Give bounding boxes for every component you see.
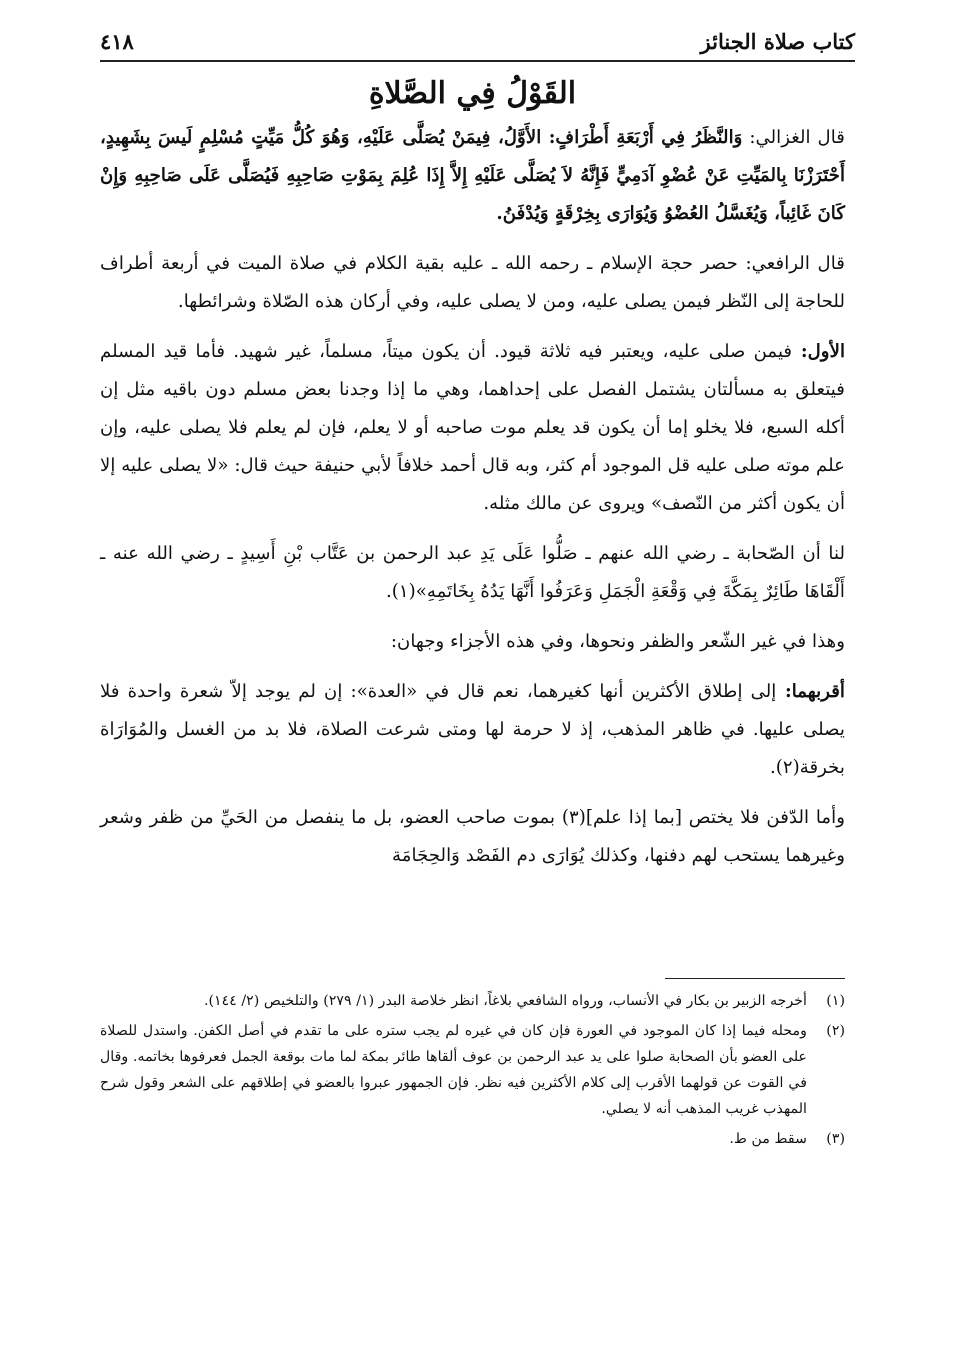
paragraph-companions: لنا أن الصّحابة ـ رضي الله عنهم ـ صَلُّوا عَلَى يَدِ عبد الرحمن بن عَتَّاب بْنِ أَسِيدٍ ـ رضي الله عنه ـ أَلْقَاهَا طَائِرٌ بِمَكَّةَ فِي وَقْعَةِ الْجَمَلِ وَعَرَفُوا أَنَّهَا يَدُهُ بِخَاتَمِهِ»(١).	[100, 543, 845, 602]
paragraph-lead: الأول:	[792, 341, 846, 362]
footnotes	[100, 988, 845, 1156]
paragraph-burial: وأما الدّفن فلا يختص [بما إذا علم](٣) بموت صاحب العضو، بل ما ينفصل من الحَيِّ من ظفر وشعر وغيرهما يستحب لهم دفنها، وكذلك يُوَارَى دم الفَصْد وَالحِجَامَة	[100, 807, 845, 866]
footnote-text: أخرجه الزبير بن بكار في الأنساب، ورواه الشافعي بلاغاً، انظر خلاصة البدر (١/ ٢٧٩) والتلخيص (٢/ ١٤٤).	[203, 993, 807, 1009]
paragraph-rafii: قال الرافعي: حصر حجة الإسلام ـ رحمه الله ـ عليه بقية الكلام في صلاة الميت في أربعة أطراف للحاجة إلى النّظر فيمن يصلى عليه، ومن لا يصلى عليه، وفي أركان هذه الصّلاة وشرائطها.	[100, 253, 845, 312]
paragraph-text: فيمن صلى عليه، ويعتبر فيه ثلاثة قيود. أن يكون ميتاً، مسلماً، غير شهيد. فأما قيد المسلم فيتعلق به مسألتان يشتمل الفصل على إحداهما، وهي ما إذا وجدنا بعض مسلم دون باقيه مثل إن أكله السبع، فلا يخلو إما أن يكون قد يعلم موت صاحبه أو لا يعلم، فإن لم يعلم فلا يصلى عليه، وإن علم موته صلى عليه قل الموجود أم كثر، وبه قال أحمد خلافاً لأبي حنيفة حيث قال: «لا يصلى عليه إلا أن يكون أكثر من النّصف» ويروى عن مالك مثله.	[100, 341, 845, 514]
main-text	[100, 76, 845, 887]
footnote-text: ومحله فيما إذا كان الموجود في العورة فإن كان في غيره لم يجب ستره على ما تقدم في أصل الكفن. واستدل للصلاة على العضو بأن الصحابة صلوا على يد عبد الرحمن بن عوف ألقاها طائر بمكة لما مات بوقعة الجمل فعرفوها بخاتمه. وقال في القوت عن قولهما الأقرب إلى كلام الأكثرين فيه نظر. فإن الجمهور عبروا بالعضو في إطلاقهم على الشعر وقول شرح المهذب غريب المذهب أنه لا يصلي.	[100, 1023, 807, 1117]
page-number: ٤١٨	[100, 29, 134, 54]
ghazali-text: وَالنَّظَرُ فِي أَرْبَعَةِ أَطْرَافٍ: الأَوَّلُ، فِيمَنْ يُصَلَّى عَلَيْهِ، وَهُوَ كُلُّ مَيِّتٍ مُسْلِمٍ لَيسَ بِشَهِيدٍ، أَحْتَرَزْنَا بِالمَيِّتِ عَنْ عُضْوِ آدَمِيٍّ فَإِنَّهُ لاَ يُصَلَّى عَلَيْهِ إِلاَّ إِذَا عُلِمَ بِمَوْتِ صَاحِبِهِ فَيُصَلَّى عَلَى صَاحِبِهِ وَإِنْ كَانَ غَائِباً، وَيُغَسَّلُ العُضْوُ وَيُوَارَى بِخِرْقَةٍ وَيُدْفَنُ.	[100, 127, 845, 224]
paragraph-lead: قال الغزالي:	[742, 127, 845, 148]
paragraph-ghazali	[100, 119, 845, 233]
section-title: القَوْلُ فِي الصَّلاةِ	[368, 76, 577, 111]
footnote-number: (١)	[826, 993, 845, 1009]
paragraph-lead: أقربهما:	[776, 681, 845, 702]
footnote-text: سقط من ط.	[729, 1131, 807, 1147]
footnote-number: (٢)	[826, 1023, 845, 1039]
footnote	[100, 1018, 845, 1122]
book-title: كتاب صلاة الجنائز	[700, 29, 855, 54]
paragraph-hair-nails: وهذا في غير الشّعر والظفر ونحوها، وفي هذه الأجزاء وجهان:	[390, 631, 845, 652]
footnote	[100, 1126, 845, 1152]
footnote	[100, 988, 845, 1014]
footnote-divider	[665, 978, 845, 979]
footnote-number: (٣)	[826, 1131, 845, 1147]
paragraph-text: إلى إطلاق الأكثرين أنها كغيرهما، نعم قال في «العدة»: إن لم يوجد إلاّ شعرة واحدة فلا يصلى عليها. في ظاهر المذهب، إذ لا حرمة لها ومتى شرعت الصلاة، فلا بد من الغسل والمُوَارَاة بخرقة(٢).	[100, 681, 845, 778]
paragraph-first	[100, 333, 845, 523]
running-header	[100, 22, 855, 62]
paragraph-closer	[100, 673, 845, 787]
